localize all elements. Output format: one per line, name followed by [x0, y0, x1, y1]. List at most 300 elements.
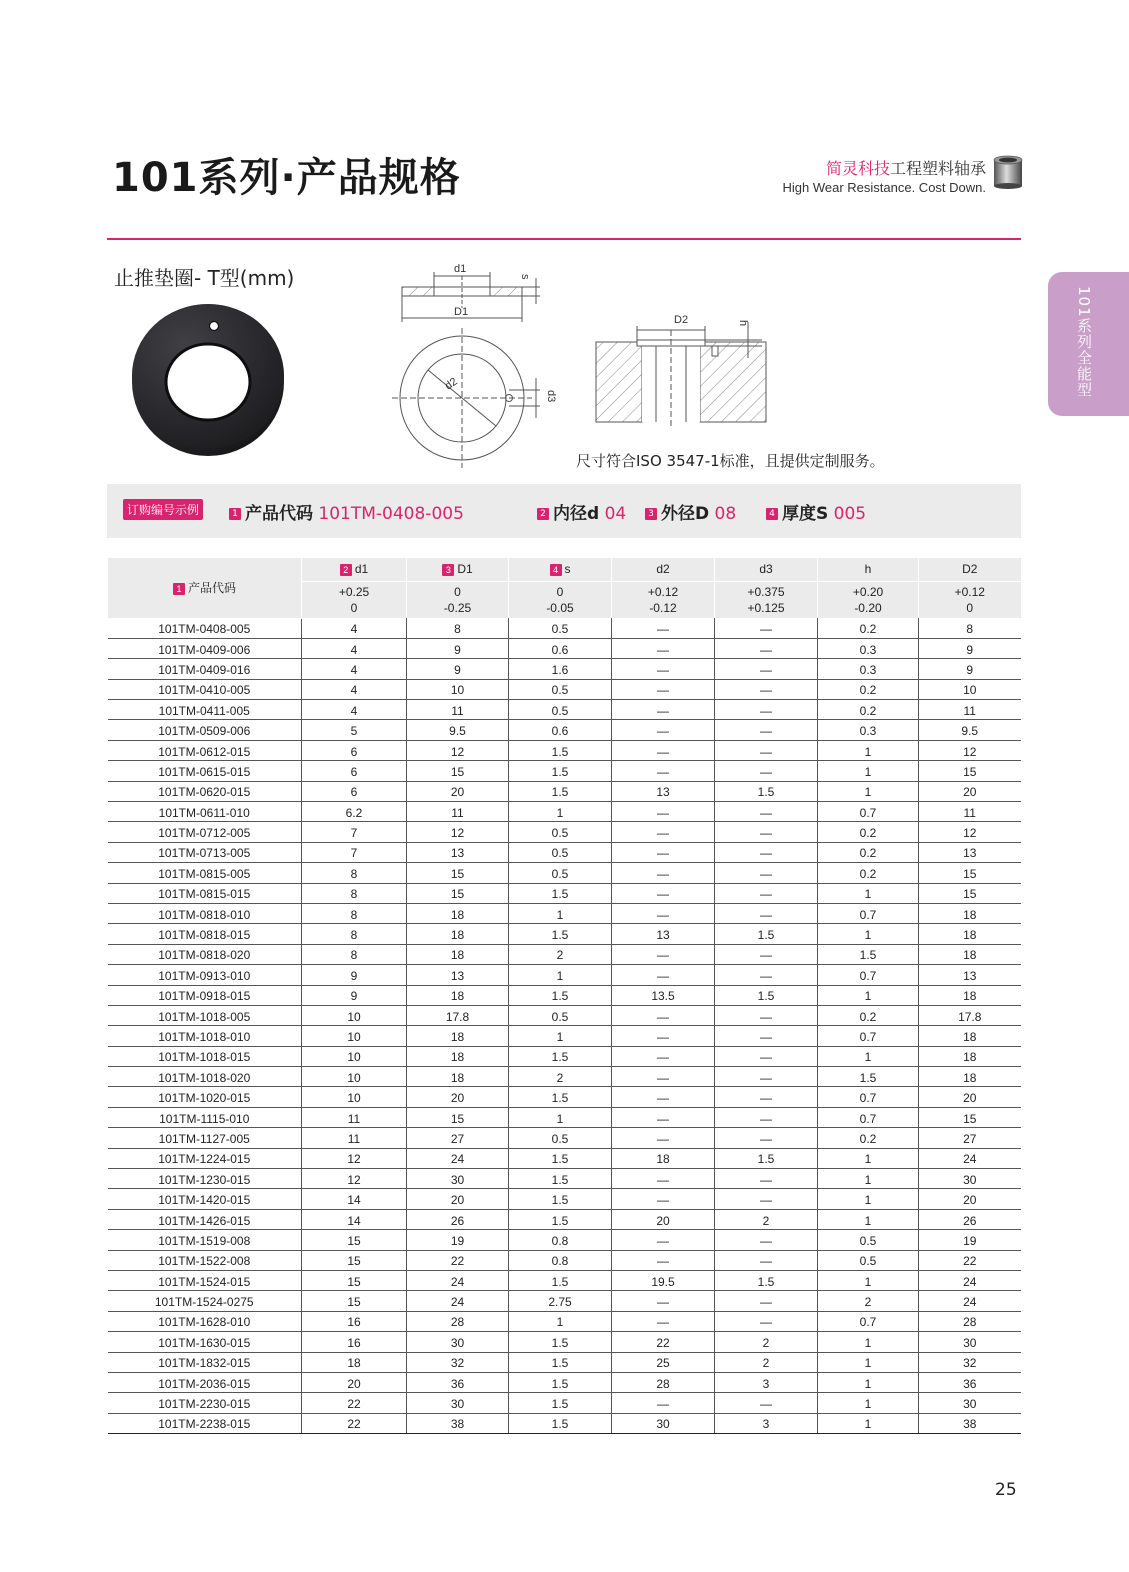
cell-d2: —: [612, 1128, 715, 1148]
cell-D2: 13: [919, 965, 1021, 985]
cell-product-code: 101TM-0818-020: [108, 944, 302, 964]
cell-d1: 16: [302, 1311, 407, 1331]
cell-d2: 22: [612, 1332, 715, 1352]
cell-s: 1.5: [509, 1352, 612, 1372]
cell-D1: 18: [407, 1026, 509, 1046]
label-d2: d2: [442, 375, 460, 393]
cell-D1: 18: [407, 985, 509, 1005]
cell-d1: 14: [302, 1189, 407, 1209]
cell-s: 1.5: [509, 761, 612, 781]
cell-d3: 3: [715, 1413, 818, 1433]
col-tolerance-D1: [407, 581, 509, 618]
cell-d3: —: [715, 1393, 818, 1413]
col-header-label: d3: [759, 562, 773, 577]
cell-d3: 1.5: [715, 985, 818, 1005]
cell-D1: 8: [407, 618, 509, 638]
cell-product-code: 101TM-0615-015: [108, 761, 302, 781]
cell-d2: —: [612, 903, 715, 923]
cell-d2: 28: [612, 1372, 715, 1392]
cell-s: 0.5: [509, 842, 612, 862]
cell-s: 1.5: [509, 1169, 612, 1189]
cell-d1: 8: [302, 863, 407, 883]
cell-d3: —: [715, 1291, 818, 1311]
label-D1: D1: [454, 306, 469, 318]
cell-D1: 9: [407, 659, 509, 679]
cell-D1: 18: [407, 924, 509, 944]
cell-d3: —: [715, 679, 818, 699]
cell-d3: —: [715, 822, 818, 842]
cell-D1: 12: [407, 822, 509, 842]
cell-d1: 4: [302, 679, 407, 699]
cell-D2: 19: [919, 1230, 1021, 1250]
cell-s: 0.6: [509, 720, 612, 740]
cell-d2: 13: [612, 781, 715, 801]
col-tolerance-d1: [302, 581, 407, 618]
order-outer-label: 外径D: [661, 504, 710, 524]
col-header-num: 2: [340, 564, 352, 576]
cell-d3: 1.5: [715, 924, 818, 944]
table-row: [108, 842, 1021, 862]
cell-d3: 2: [715, 1352, 818, 1372]
cell-d1: 6: [302, 781, 407, 801]
cell-D2: 30: [919, 1169, 1021, 1189]
cell-d3: —: [715, 761, 818, 781]
cell-s: 1.5: [509, 781, 612, 801]
cell-product-code: 101TM-0409-016: [108, 659, 302, 679]
cell-d2: —: [612, 700, 715, 720]
table-row: [108, 781, 1021, 801]
cell-d2: —: [612, 1087, 715, 1107]
cell-d1: 7: [302, 842, 407, 862]
cell-s: 1.5: [509, 985, 612, 1005]
cell-h: 2: [818, 1291, 919, 1311]
tolerance-lower: 0: [966, 600, 974, 615]
cell-product-code: 101TM-1018-015: [108, 1046, 302, 1066]
col-header-label: d1: [354, 562, 369, 577]
brand-slogan: High Wear Resistance. Cost Down.: [782, 180, 986, 195]
cell-d1: 4: [302, 659, 407, 679]
cell-D1: 17.8: [407, 1005, 509, 1025]
table-row: [108, 924, 1021, 944]
cell-h: 1: [818, 924, 919, 944]
cell-d2: —: [612, 659, 715, 679]
cell-s: 0.8: [509, 1230, 612, 1250]
cell-d1: 22: [302, 1393, 407, 1413]
cell-D2: 8: [919, 618, 1021, 638]
brand-name-product: 工程塑料轴承: [889, 159, 986, 178]
cell-D2: 11: [919, 700, 1021, 720]
technical-drawing: [390, 258, 780, 468]
col-header-label: D1: [457, 562, 473, 577]
cell-d2: —: [612, 1250, 715, 1270]
table-row: [108, 1067, 1021, 1087]
cell-product-code: 101TM-2230-015: [108, 1393, 302, 1413]
cell-d1: 6: [302, 740, 407, 760]
cell-s: 1: [509, 1026, 612, 1046]
col-header-label: d2: [656, 562, 670, 577]
cell-D2: 38: [919, 1413, 1021, 1433]
cell-D2: 26: [919, 1209, 1021, 1229]
cell-D1: 19: [407, 1230, 509, 1250]
cell-d2: —: [612, 965, 715, 985]
col-header-d3: [715, 558, 818, 581]
cell-h: 1: [818, 1372, 919, 1392]
table-row: [108, 638, 1021, 658]
table-row: [108, 1372, 1021, 1392]
cell-s: 1.5: [509, 1271, 612, 1291]
cell-D1: 18: [407, 903, 509, 923]
cell-d1: 7: [302, 822, 407, 842]
cell-product-code: 101TM-1630-015: [108, 1332, 302, 1352]
order-inner-label: 内径d: [553, 504, 600, 524]
cell-D2: 18: [919, 944, 1021, 964]
cell-h: 1: [818, 1393, 919, 1413]
cell-D2: 9: [919, 638, 1021, 658]
cell-product-code: 101TM-1115-010: [108, 1107, 302, 1127]
cell-d2: —: [612, 1291, 715, 1311]
cell-d3: —: [715, 842, 818, 862]
col-header-D1: [407, 558, 509, 581]
cell-s: 1.5: [509, 1189, 612, 1209]
cell-h: 1: [818, 1413, 919, 1433]
cell-D1: 24: [407, 1291, 509, 1311]
cell-h: 1: [818, 1352, 919, 1372]
cell-D2: 15: [919, 1107, 1021, 1127]
cell-D2: 10: [919, 679, 1021, 699]
table-row: [108, 1291, 1021, 1311]
order-num-4: 4: [766, 508, 778, 520]
brand-block: [782, 160, 986, 196]
cell-D1: 30: [407, 1393, 509, 1413]
cell-product-code: 101TM-0815-005: [108, 863, 302, 883]
table-row: [108, 1189, 1021, 1209]
tolerance-upper: +0.375: [747, 584, 785, 599]
cell-d3: —: [715, 1128, 818, 1148]
order-num-1: 1: [229, 508, 241, 520]
tolerance-upper: +0.20: [852, 584, 884, 599]
cell-D2: 12: [919, 740, 1021, 760]
cell-d3: —: [715, 1087, 818, 1107]
cell-d3: —: [715, 1005, 818, 1025]
cell-h: 1: [818, 1169, 919, 1189]
cell-h: 0.2: [818, 679, 919, 699]
cell-s: 1.5: [509, 1332, 612, 1352]
table-row: [108, 679, 1021, 699]
table-row: [108, 1352, 1021, 1372]
cell-D2: 30: [919, 1393, 1021, 1413]
cell-product-code: 101TM-0409-006: [108, 638, 302, 658]
cell-d3: —: [715, 638, 818, 658]
cell-D2: 32: [919, 1352, 1021, 1372]
table-row: [108, 1087, 1021, 1107]
cell-D2: 20: [919, 1189, 1021, 1209]
cell-d1: 6.2: [302, 802, 407, 822]
cell-d3: 1.5: [715, 781, 818, 801]
cell-d2: —: [612, 1107, 715, 1127]
table-row: [108, 1413, 1021, 1433]
cell-product-code: 101TM-1522-008: [108, 1250, 302, 1270]
cell-s: 1: [509, 965, 612, 985]
cell-h: 0.7: [818, 1311, 919, 1331]
cell-D2: 13: [919, 842, 1021, 862]
cell-D2: 18: [919, 903, 1021, 923]
cell-product-code: 101TM-0815-015: [108, 883, 302, 903]
cell-d1: 15: [302, 1250, 407, 1270]
cell-product-code: 101TM-0509-006: [108, 720, 302, 740]
cell-D1: 15: [407, 883, 509, 903]
cell-s: 0.5: [509, 1005, 612, 1025]
tolerance-lower: +0.125: [747, 600, 785, 615]
cell-d1: 18: [302, 1352, 407, 1372]
cell-product-code: 101TM-1524-0275: [108, 1291, 302, 1311]
cell-s: 1: [509, 1311, 612, 1331]
cell-D2: 17.8: [919, 1005, 1021, 1025]
cell-h: 0.2: [818, 618, 919, 638]
cell-D2: 15: [919, 761, 1021, 781]
cell-d1: 14: [302, 1209, 407, 1229]
cell-s: 1.5: [509, 924, 612, 944]
cell-s: 1.5: [509, 740, 612, 760]
cell-product-code: 101TM-1519-008: [108, 1230, 302, 1250]
cell-s: 0.5: [509, 700, 612, 720]
order-code-value: 101TM-0408-005: [318, 504, 464, 524]
cell-s: 1.5: [509, 1148, 612, 1168]
cell-d1: 15: [302, 1271, 407, 1291]
label-d3: d3: [545, 390, 557, 403]
cell-s: 1.5: [509, 1087, 612, 1107]
cell-h: 0.3: [818, 659, 919, 679]
col-header-label: s: [564, 562, 571, 577]
cell-s: 1.5: [509, 1046, 612, 1066]
cell-D2: 15: [919, 863, 1021, 883]
cell-d2: —: [612, 618, 715, 638]
cell-d3: —: [715, 1169, 818, 1189]
cell-d2: —: [612, 638, 715, 658]
cell-D1: 20: [407, 1189, 509, 1209]
cell-d3: —: [715, 863, 818, 883]
cell-d1: 8: [302, 903, 407, 923]
cell-d2: —: [612, 761, 715, 781]
col-header-d2: [612, 558, 715, 581]
tolerance-lower: -0.05: [546, 600, 574, 615]
order-code-label: 产品代码: [245, 504, 313, 524]
cell-product-code: 101TM-1224-015: [108, 1148, 302, 1168]
table-row: [108, 822, 1021, 842]
cell-h: 0.7: [818, 1026, 919, 1046]
cell-D1: 20: [407, 1087, 509, 1107]
cell-product-code: 101TM-1524-015: [108, 1271, 302, 1291]
cell-d2: 13.5: [612, 985, 715, 1005]
iso-note: 尺寸符合ISO 3547-1标准，且提供定制服务。: [576, 452, 885, 470]
col-header-num: 4: [550, 564, 562, 576]
cell-d2: 19.5: [612, 1271, 715, 1291]
cell-d1: 20: [302, 1372, 407, 1392]
cell-D1: 20: [407, 781, 509, 801]
cell-d3: —: [715, 1107, 818, 1127]
cell-d1: 12: [302, 1148, 407, 1168]
cell-d1: 9: [302, 985, 407, 1005]
cell-d2: —: [612, 1169, 715, 1189]
cell-D2: 24: [919, 1271, 1021, 1291]
cell-D1: 11: [407, 802, 509, 822]
cell-d2: 18: [612, 1148, 715, 1168]
cell-d1: 4: [302, 638, 407, 658]
cell-h: 0.2: [818, 842, 919, 862]
cell-D2: 18: [919, 985, 1021, 1005]
cell-d3: 2: [715, 1332, 818, 1352]
tolerance-upper: +0.25: [338, 584, 370, 599]
side-tab: [1048, 272, 1129, 416]
cell-s: 1.6: [509, 659, 612, 679]
cell-d3: —: [715, 1311, 818, 1331]
cell-D1: 22: [407, 1250, 509, 1270]
table-row: [108, 1128, 1021, 1148]
cell-d1: 10: [302, 1005, 407, 1025]
cell-d1: 15: [302, 1230, 407, 1250]
cell-s: 2.75: [509, 1291, 612, 1311]
tolerance-upper: 0: [556, 584, 564, 599]
table-row: [108, 1005, 1021, 1025]
page-title: 101系列·产品规格: [112, 155, 461, 201]
tolerance-lower: -0.25: [443, 600, 472, 615]
cell-s: 1.5: [509, 883, 612, 903]
cell-d2: 13: [612, 924, 715, 944]
cell-d3: —: [715, 1046, 818, 1066]
table-row: [108, 1169, 1021, 1189]
cell-d3: —: [715, 700, 818, 720]
cell-d3: —: [715, 740, 818, 760]
cell-d1: 10: [302, 1087, 407, 1107]
tolerance-upper: +0.12: [954, 584, 985, 599]
cell-D2: 18: [919, 1026, 1021, 1046]
order-thick: [766, 499, 866, 524]
table-row: [108, 1107, 1021, 1127]
cell-D1: 18: [407, 1067, 509, 1087]
header-row-names: [108, 558, 1021, 581]
cell-product-code: 101TM-1018-005: [108, 1005, 302, 1025]
cell-d3: —: [715, 720, 818, 740]
cell-h: 0.7: [818, 965, 919, 985]
table-row: [108, 761, 1021, 781]
section-title: 止推垫圈- T型(mm): [114, 266, 295, 290]
cell-h: 0.3: [818, 638, 919, 658]
cell-h: 1.5: [818, 944, 919, 964]
cell-d1: 5: [302, 720, 407, 740]
table-row: [108, 903, 1021, 923]
cell-product-code: 101TM-0818-015: [108, 924, 302, 944]
col-header-d1: [302, 558, 407, 581]
cell-D1: 13: [407, 965, 509, 985]
cell-product-code: 101TM-0408-005: [108, 618, 302, 638]
cell-d2: 30: [612, 1413, 715, 1433]
col-tolerance-d2: [612, 581, 715, 618]
tolerance-lower: -0.12: [649, 600, 677, 615]
cell-h: 1: [818, 1189, 919, 1209]
side-tab-label: 101系列全能型: [1075, 286, 1093, 398]
col-header-label: h: [864, 562, 872, 577]
table-row: [108, 1230, 1021, 1250]
cell-d3: —: [715, 1189, 818, 1209]
order-inner-value: 04: [604, 504, 627, 524]
table-row: [108, 1393, 1021, 1413]
cell-d2: —: [612, 863, 715, 883]
cell-product-code: 101TM-2238-015: [108, 1413, 302, 1433]
label-D2: D2: [674, 314, 689, 326]
cell-D1: 30: [407, 1332, 509, 1352]
cell-d1: 22: [302, 1413, 407, 1433]
cell-d1: 10: [302, 1026, 407, 1046]
cell-d2: —: [612, 1393, 715, 1413]
cell-D2: 28: [919, 1311, 1021, 1331]
cell-s: 2: [509, 1067, 612, 1087]
table-row: [108, 700, 1021, 720]
order-inner: [537, 499, 626, 524]
table-row: [108, 1148, 1021, 1168]
spec-table-body: [108, 618, 1021, 1434]
cell-D2: 9: [919, 659, 1021, 679]
cell-d3: —: [715, 1067, 818, 1087]
col-header-code-num: 1: [173, 583, 185, 595]
cell-D1: 30: [407, 1169, 509, 1189]
cell-h: 0.2: [818, 1005, 919, 1025]
table-row: [108, 985, 1021, 1005]
cell-D2: 9.5: [919, 720, 1021, 740]
col-header-code-label: 产品代码: [187, 581, 236, 596]
cell-d3: 3: [715, 1372, 818, 1392]
cell-s: 0.5: [509, 679, 612, 699]
cell-D1: 24: [407, 1148, 509, 1168]
washer-front-view: [392, 328, 540, 468]
cell-h: 1: [818, 883, 919, 903]
cell-h: 1: [818, 1271, 919, 1291]
table-row: [108, 740, 1021, 760]
cell-d3: —: [715, 802, 818, 822]
tolerance-upper: +0.12: [647, 584, 679, 599]
cell-h: 0.7: [818, 903, 919, 923]
table-row: [108, 1026, 1021, 1046]
cell-D1: 9.5: [407, 720, 509, 740]
cell-d1: 6: [302, 761, 407, 781]
cell-s: 0.5: [509, 822, 612, 842]
cell-D1: 32: [407, 1352, 509, 1372]
washer-photo: [128, 300, 288, 460]
cell-h: 1: [818, 1046, 919, 1066]
spec-table: [107, 558, 1021, 1434]
cell-product-code: 101TM-2036-015: [108, 1372, 302, 1392]
brand-name: [782, 160, 986, 178]
brand-name-company: 简灵科技: [825, 159, 890, 178]
cell-product-code: 101TM-1832-015: [108, 1352, 302, 1372]
table-row: [108, 720, 1021, 740]
cell-s: 1.5: [509, 1209, 612, 1229]
table-row: [108, 965, 1021, 985]
cell-D1: 13: [407, 842, 509, 862]
table-row: [108, 944, 1021, 964]
tolerance-lower: 0: [350, 600, 358, 615]
cell-h: 0.2: [818, 700, 919, 720]
cell-s: 0.5: [509, 863, 612, 883]
cell-D1: 12: [407, 740, 509, 760]
cell-D2: 24: [919, 1148, 1021, 1168]
table-row: [108, 1209, 1021, 1229]
order-example-band: [107, 484, 1021, 538]
cell-h: 0.7: [818, 802, 919, 822]
label-s: s: [519, 274, 531, 280]
tolerance-lower: -0.20: [854, 600, 882, 615]
cell-s: 0.5: [509, 618, 612, 638]
page-number: 25: [995, 1480, 1017, 1500]
cell-d2: —: [612, 679, 715, 699]
